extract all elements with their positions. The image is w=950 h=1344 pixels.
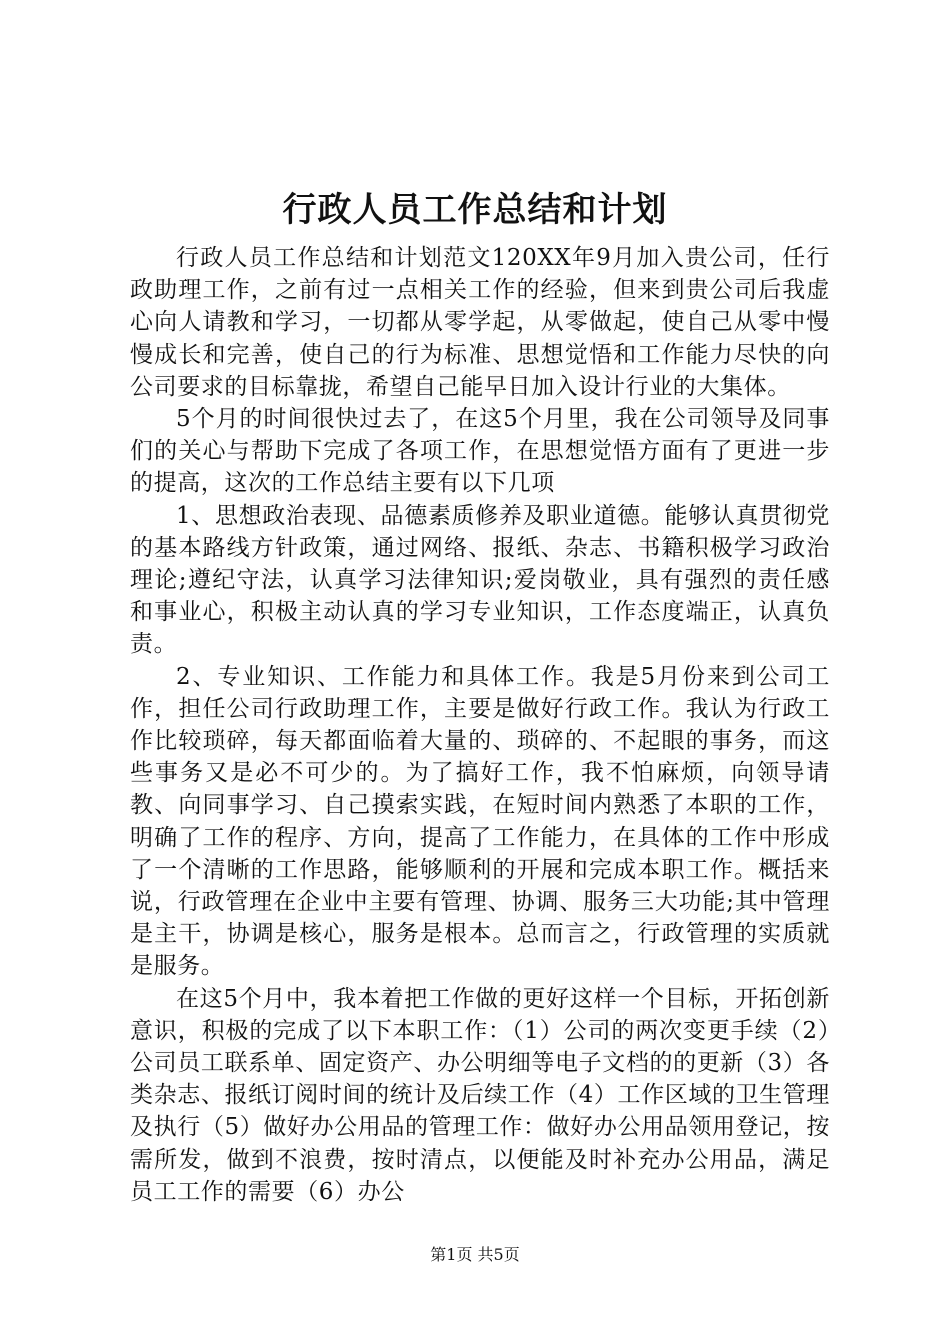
paragraph-political-performance: 1、思想政治表现、品德素质修养及职业道德。能够认真贯彻党的基本路线方针政策，通过网络、报纸、杂志、书籍积极学习政治理论;遵纪守法，认真学习法律知识;爱岗敬业，具有强烈的责任感和事业心，积极主动认真的学习专业知识，工作态度端正，认真负责。	[130, 502, 830, 658]
paragraph-intro: 行政人员工作总结和计划范文120XX年9月加入贵公司，任行政助理工作，之前有过一点相关工作的经验，但来到贵公司后我虚心向人请教和学习，一切都从零学起，从零做起，使自己从零中慢慢成长和完善，使自己的行为标准、思想觉悟和工作能力尽快的向公司要求的目标靠拢，希望自己能早日加入设计行业的大集体。	[130, 245, 830, 400]
page-footer: 第1页 共5页	[430, 1245, 520, 1264]
document-title: 行政人员工作总结和计划	[282, 190, 668, 230]
paragraph-duties-list: 在这5个月中，我本着把工作做的更好这样一个目标，开拓创新意识，积极的完成了以下本职工作：（1）公司的两次变更手续（2）公司员工联系单、固定资产、办公明细等电子文档的的更新（3）各类杂志、报纸订阅时间的统计及后续工作（4）工作区域的卫生管理及执行（5）做好办公用品的管理工作：做好办公用品领用登记，按需所发，做到不浪费，按时清点，以便能及时补充办公用品，满足员工工作的需要（6）办公	[130, 985, 830, 1205]
document-body	[130, 242, 830, 1208]
paragraph-professional-work: 2、专业知识、工作能力和具体工作。我是5月份来到公司工作，担任公司行政助理工作，主要是做好行政工作。我认为行政工作比较琐碎，每天都面临着大量的、琐碎的、不起眼的事务，而这些事务又是必不可少的。为了搞好工作，我不怕麻烦，向领导请教、向同事学习、自己摸索实践，在短时间内熟悉了本职的工作，明确了工作的程序、方向，提高了工作能力，在具体的工作中形成了一个清晰的工作思路，能够顺利的开展和完成本职工作。概括来说，行政管理在企业中主要有管理、协调、服务三大功能;其中管理是主干，协调是核心，服务是根本。总而言之，行政管理的实质就是服务。	[130, 663, 830, 980]
paragraph-five-months: 5个月的时间很快过去了，在这5个月里，我在公司领导及同事们的关心与帮助下完成了各项工作，在思想觉悟方面有了更进一步的提高，这次的工作总结主要有以下几项	[130, 406, 830, 497]
